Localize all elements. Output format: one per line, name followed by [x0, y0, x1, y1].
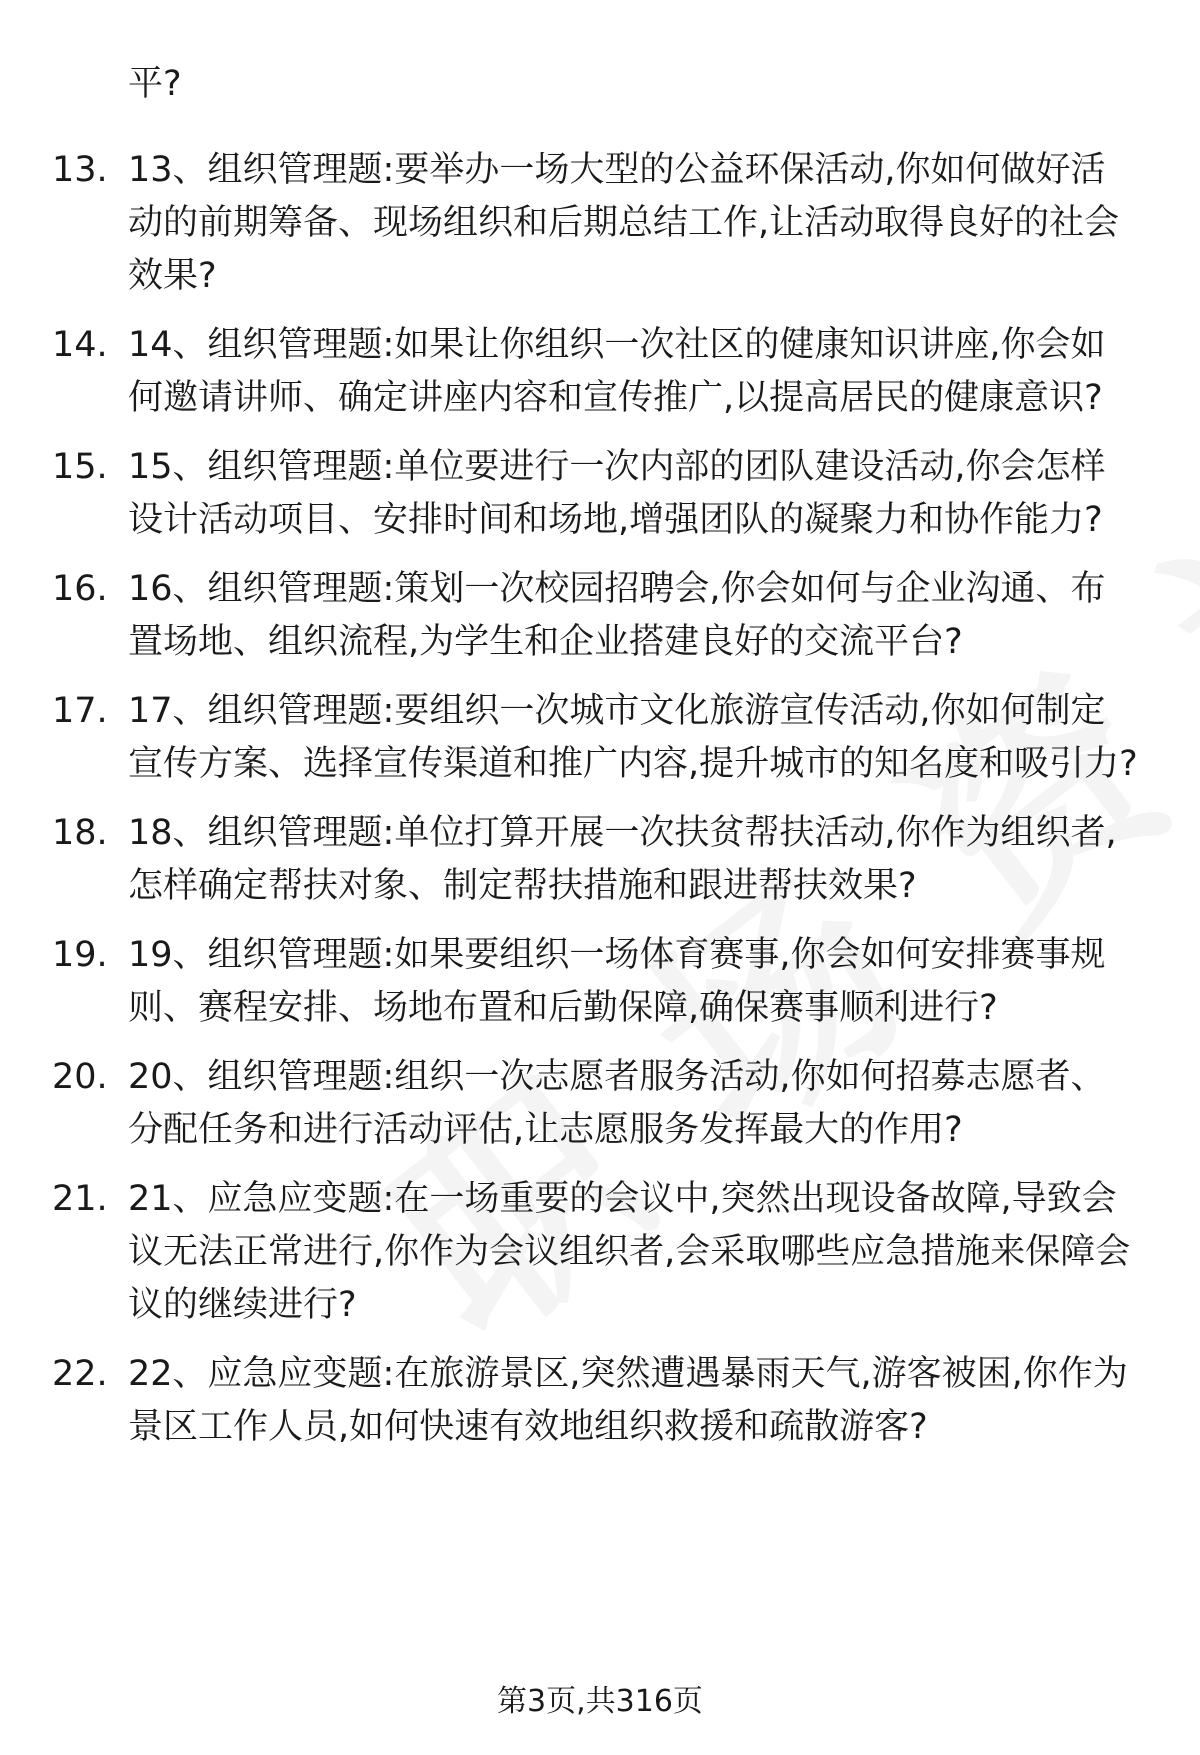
list-item — [0, 929, 1200, 1035]
question-text: 22、应急应变题:在旅游景区,突然遭遇暴雨天气,游客被困,你作为景区工作人员,如何快速有效地组织救援和疏散游客? — [128, 1354, 1128, 1447]
list-number: 20. — [52, 1057, 108, 1097]
list-number: 22. — [52, 1354, 108, 1394]
question-list — [0, 144, 1200, 1470]
list-item — [0, 319, 1200, 425]
question-text: 15、组织管理题:单位要进行一次内部的团队建设活动,你会怎样设计活动项目、安排时间和场地,增强团队的凝聚力和协作能力? — [128, 447, 1106, 540]
question-text: 13、组织管理题:要举办一场大型的公益环保活动,你如何做好活动的前期筹备、现场组织和后期总结工作,让活动取得良好的社会效果? — [128, 150, 1120, 296]
question-text: 14、组织管理题:如果让你组织一次社区的健康知识讲座,你会如何邀请讲师、确定讲座内容和宣传推广,以提高居民的健康意识? — [128, 325, 1106, 418]
question-text: 16、组织管理题:策划一次校园招聘会,你会如何与企业沟通、布置场地、组织流程,为学生和企业搭建良好的交流平台? — [128, 569, 1106, 662]
list-number: 14. — [52, 325, 108, 365]
list-number: 15. — [52, 447, 108, 487]
list-number: 21. — [52, 1179, 108, 1219]
list-item — [0, 144, 1200, 303]
list-number: 17. — [52, 691, 108, 731]
list-number: 13. — [52, 150, 108, 190]
question-text: 19、组织管理题:如果要组织一场体育赛事,你会如何安排赛事规则、赛程安排、场地布置和后勤保障,确保赛事顺利进行? — [128, 935, 1106, 1028]
list-number: 19. — [52, 935, 108, 975]
question-text: 18、组织管理题:单位打算开展一次扶贫帮扶活动,你作为组织者,怎样确定帮扶对象、制定帮扶措施和跟进帮扶效果? — [128, 813, 1117, 906]
list-item — [0, 563, 1200, 669]
page-footer: 第3页,共316页 — [497, 1684, 703, 1719]
list-item — [0, 1173, 1200, 1332]
list-item — [0, 685, 1200, 791]
question-text: 17、组织管理题:要组织一次城市文化旅游宣传活动,你如何制定宣传方案、选择宣传渠道和推广内容,提升城市的知名度和吸引力? — [128, 691, 1138, 784]
question-text: 21、应急应变题:在一场重要的会议中,突然出现设备故障,导致会议无法正常进行,你作为会议组织者,会采取哪些应急措施来保障会议的继续进行? — [128, 1179, 1131, 1325]
list-item — [0, 807, 1200, 913]
list-item — [0, 1348, 1200, 1454]
list-item — [0, 1051, 1200, 1157]
continuation-text: 平? — [128, 64, 182, 104]
list-number: 18. — [52, 813, 108, 853]
list-item — [0, 441, 1200, 547]
list-number: 16. — [52, 569, 108, 609]
question-text: 20、组织管理题:组织一次志愿者服务活动,你如何招募志愿者、分配任务和进行活动评估,让志愿服务发挥最大的作用? — [128, 1057, 1106, 1150]
